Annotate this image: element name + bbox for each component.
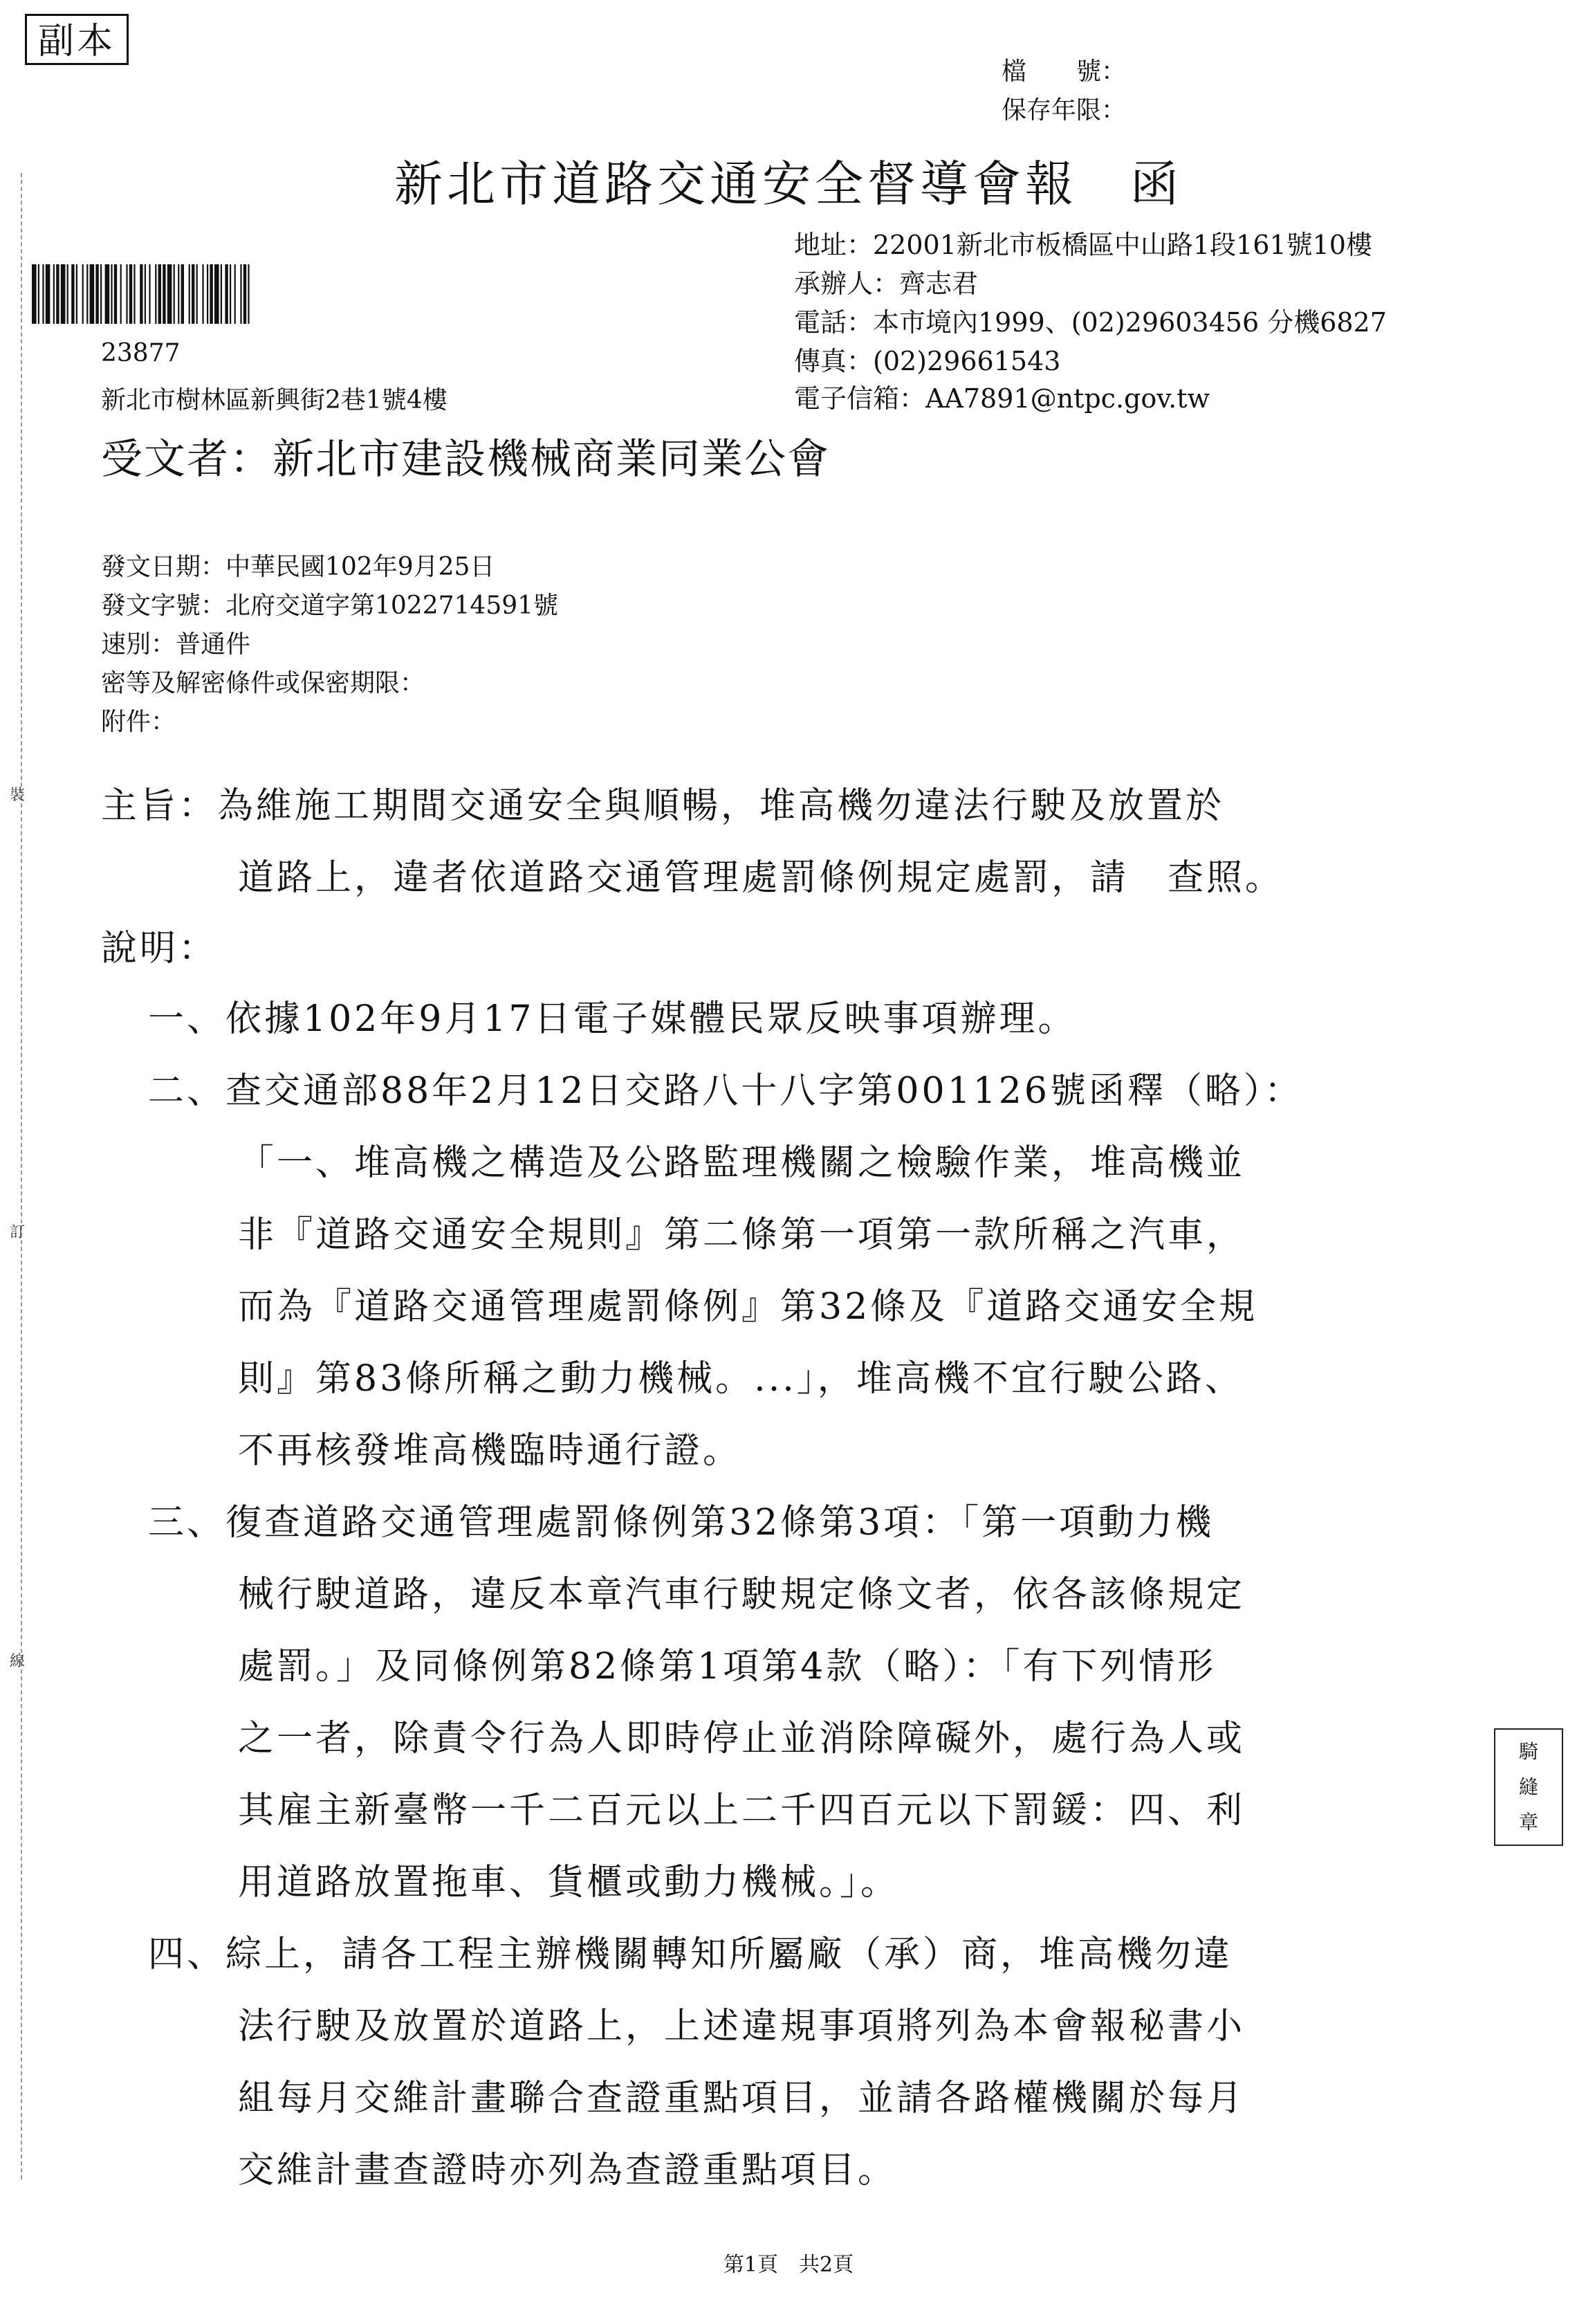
- explanation-item-1-line: 一、依據102年9月17日電子媒體民眾反映事項辦理。: [148, 998, 1077, 1040]
- sender-phone: 電話：本市境內1999、(02)29603456 分機6827: [794, 307, 1387, 338]
- attachment: 附件：: [101, 708, 176, 736]
- barcode-bar: [225, 264, 228, 324]
- barcode-bar: [192, 264, 194, 324]
- explanation-item-2-line: 不再核發堆高機臨時通行證。: [238, 1430, 742, 1472]
- security-level: 密等及解密條件或保密期限：: [101, 669, 425, 697]
- barcode-bar: [202, 264, 203, 324]
- barcode-bar: [100, 264, 102, 324]
- binding-mark-ding: 訂: [10, 1224, 26, 1241]
- barcode-bar: [67, 264, 68, 324]
- barcode-bar: [86, 264, 88, 324]
- explanation-item-2-line: 二、查交通部88年2月12日交路八十八字第001126號函釋（略）：: [148, 1070, 1303, 1112]
- barcode-bar: [207, 264, 208, 324]
- explanation-item-4-line: 交維計畫查證時亦列為查證重點項目。: [238, 2150, 897, 2191]
- binding-mark-xian: 線: [10, 1653, 26, 1670]
- barcode-bar: [163, 264, 165, 324]
- delivery-speed: 速別：普通件: [101, 630, 251, 659]
- barcode-bar: [105, 264, 110, 324]
- subject-line-2: 道路上，違者依道路交通管理處罰條例規定處罰，請 查照。: [238, 857, 1284, 899]
- barcode-bar: [120, 264, 122, 324]
- barcode-bar: [76, 264, 77, 324]
- barcode-bar: [71, 264, 74, 324]
- seam-seal-char: 騎: [1518, 1739, 1538, 1763]
- explanation-heading: 說明：: [101, 928, 218, 969]
- copy-stamp: 副本: [25, 14, 129, 65]
- postal-address: 新北市樹林區新興街2巷1號4樓: [101, 386, 448, 414]
- barcode-bar: [149, 264, 150, 324]
- issue-date: 發文日期：中華民國102年9月25日: [101, 553, 495, 581]
- barcode-bar: [158, 264, 161, 324]
- explanation-item-4-line: 四、綜上，請各工程主辦機關轉知所屬廠（承）商，堆高機勿違: [148, 1934, 1233, 1975]
- barcode-bar: [32, 264, 37, 324]
- document-title: 新北市道路交通安全督導會報 函: [394, 156, 1183, 212]
- barcode-bar: [178, 264, 179, 324]
- explanation-item-3-line: 處罰。」及同條例第82條第1項第4款（略）：「有下列情形: [238, 1646, 1217, 1687]
- barcode-bar: [126, 264, 127, 324]
- explanation-item-3-line: 械行駛道路，違反本章汽車行駛規定條文者，依各該條規定: [238, 1574, 1246, 1616]
- subject-line-1: 主旨：為維施工期間交通安全與順暢，堆高機勿違法行駛及放置於: [101, 785, 1225, 827]
- barcode-bar: [167, 264, 172, 324]
- barcode-bar: [181, 264, 184, 324]
- barcode-graphic: [29, 263, 423, 325]
- barcode-bar: [114, 264, 117, 324]
- sender-contact: 承辦人：齊志君: [794, 268, 979, 299]
- explanation-item-3-line: 之一者，除責令行為人即時停止並消除障礙外，處行為人或: [238, 1718, 1246, 1759]
- barcode-bar: [82, 264, 84, 324]
- barcode-bar: [243, 264, 246, 324]
- explanation-item-2-line: 則』第83條所稱之動力機械。...」，堆高機不宜行駛公路、: [238, 1358, 1244, 1400]
- barcode-bar: [210, 264, 212, 324]
- barcode-bar: [133, 264, 135, 324]
- barcode-bar: [129, 264, 132, 324]
- barcode-bar: [189, 264, 190, 324]
- recipient: 受文者：新北市建設機械商業同業公會: [101, 435, 830, 484]
- barcode-bar: [155, 264, 156, 324]
- file-number-label: 檔 號：: [1002, 57, 1127, 86]
- barcode-bar: [214, 264, 219, 324]
- barcode-bar: [95, 264, 98, 324]
- barcode-bar: [38, 264, 39, 324]
- binding-fold-line: [21, 173, 22, 2179]
- barcode-bar: [56, 264, 59, 324]
- barcode-bar: [42, 264, 44, 324]
- explanation-item-2-line: 「一、堆高機之構造及公路監理機關之檢驗作業，堆高機並: [238, 1142, 1246, 1184]
- barcode-bar: [61, 264, 66, 324]
- barcode-bar: [145, 264, 146, 324]
- barcode-bar: [196, 264, 198, 324]
- barcode-bar: [221, 264, 222, 324]
- barcode-bar: [248, 264, 249, 324]
- barcode-bar: [46, 264, 50, 324]
- explanation-item-2-line: 而為『道路交通管理處罰條例』第32條及『道路交通安全規: [238, 1286, 1258, 1328]
- seam-seal-char: 縫: [1518, 1775, 1538, 1798]
- barcode-bar: [111, 264, 112, 324]
- explanation-item-4-line: 組每月交維計畫聯合查證重點項目，並請各路權機關於每月: [238, 2078, 1246, 2119]
- explanation-item-2-line: 非『道路交通安全規則』第二條第一項第一款所稱之汽車，: [238, 1214, 1246, 1256]
- explanation-item-3-line: 用道路放置拖車、貨櫃或動力機械。」。: [238, 1862, 900, 1903]
- explanation-item-3-line: 其雇主新臺幣一千二百元以上二千四百元以下罰鍰：四、利: [238, 1790, 1246, 1831]
- sender-address: 地址：22001新北市板橋區中山路1段161號10樓: [794, 230, 1372, 260]
- retention-period-label: 保存年限：: [1002, 96, 1127, 125]
- barcode-bar: [53, 264, 55, 324]
- binding-mark-zhuang: 裝: [10, 787, 26, 804]
- explanation-item-4-line: 法行駛及放置於道路上，上述違規事項將列為本會報秘書小: [238, 2006, 1246, 2047]
- explanation-item-3-line: 三、復查道路交通管理處罰條例第32條第3項：「第一項動力機: [148, 1502, 1215, 1544]
- seam-seal-char: 章: [1518, 1811, 1538, 1834]
- page-number: 第1頁 共2頁: [723, 2253, 854, 2277]
- barcode-bar: [90, 264, 95, 324]
- sender-email: 電子信箱：AA7891@ntpc.gov.tw: [794, 383, 1210, 414]
- sender-fax: 傳真：(02)29661543: [794, 346, 1061, 376]
- postal-code: 23877: [101, 339, 181, 367]
- barcode-bar: [240, 264, 241, 324]
- barcode-bar: [174, 264, 175, 324]
- seam-seal-stamp: [1494, 1728, 1563, 1846]
- barcode-bar: [234, 264, 236, 324]
- barcode-bar: [140, 264, 142, 324]
- document-number: 發文字號：北府交道字第1022714591號: [101, 592, 559, 620]
- barcode-bar: [230, 264, 231, 324]
